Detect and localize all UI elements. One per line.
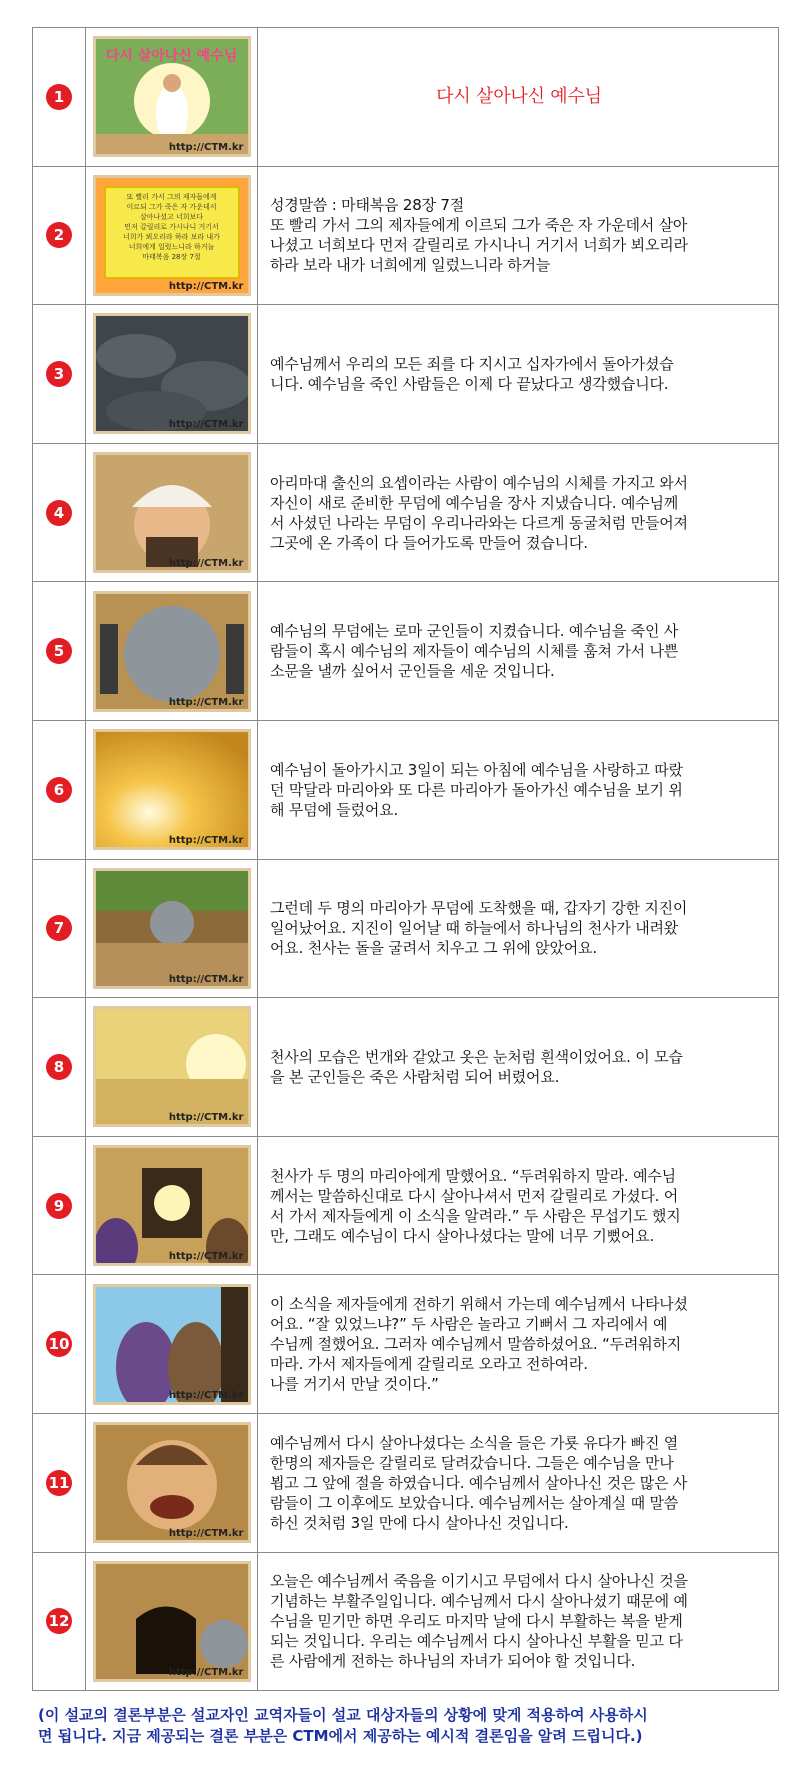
text-line: 자신이 새로 준비한 무덤에 예수님을 장사 지냈습니다. 예수님께 [270, 493, 679, 512]
row-number-cell [33, 28, 86, 167]
step-number-badge: 9 [46, 1193, 72, 1219]
slide-thumbnail [93, 1284, 251, 1405]
thumbnail-cell [86, 166, 258, 305]
text-line: 예수님께서 우리의 모든 죄를 다 지시고 십자가에서 돌아가셨습 [270, 354, 674, 373]
lesson-row [33, 1552, 779, 1691]
row-number-cell [33, 998, 86, 1137]
joseph-illustration [96, 455, 248, 570]
row-number-cell [33, 1552, 86, 1691]
narration-text [258, 305, 779, 444]
text-line: 을 본 군인들은 죽은 사람처럼 되어 버렸어요. [270, 1067, 560, 1086]
narration-text [258, 998, 779, 1137]
slide-thumbnail [93, 591, 251, 712]
slide-thumbnail [93, 452, 251, 573]
text-line: 한명의 제자들은 갈릴리로 달려갔습니다. 그들은 예수님을 만나 [270, 1453, 674, 1472]
step-number-badge: 5 [46, 638, 72, 664]
step-number-badge: 4 [46, 500, 72, 526]
text-line: 마라. 가서 제자들에게 갈릴리로 오라고 전하여라. [270, 1355, 588, 1374]
lesson-row [33, 1136, 779, 1275]
text-line: 서 가서 제자들에게 이 소식을 알려라.” 두 사람은 무섭기도 했지 [270, 1206, 681, 1225]
text-line: 예수님의 무덤에는 로마 군인들이 지켰습니다. 예수님을 죽인 사 [270, 622, 679, 641]
text-line: 되는 것입니다. 우리는 예수님께서 다시 살아나신 부활을 믿고 다 [270, 1632, 683, 1651]
text-line: 하신 것처럼 3일 만에 다시 살아나신 것입니다. [270, 1513, 569, 1532]
row-number-cell [33, 1413, 86, 1552]
text-line: 하라 보라 내가 너희에게 일렀느니라 하거늘 [270, 256, 551, 275]
text-line: 나를 거기서 만날 것이다.” [270, 1375, 439, 1394]
row-number-cell [33, 166, 86, 305]
verse-line: 먼저 갈릴리로 가시나니 거기서 [124, 222, 219, 231]
lesson-table [32, 27, 779, 1691]
narration-text [258, 443, 779, 582]
lesson-row [33, 166, 779, 305]
text-line: 기념하는 부활주일입니다. 예수님께서 다시 살아나셨기 때문에 예 [270, 1592, 688, 1611]
watermark: http://CTM.kr [168, 558, 244, 570]
slide-thumbnail [93, 175, 251, 296]
narration-text [258, 166, 779, 305]
text-line: 아리마대 출신의 요셉이라는 사람이 예수님의 시체를 가지고 와서 [270, 473, 688, 492]
narration-text [258, 582, 779, 721]
step-number-badge: 10 [46, 1331, 72, 1357]
lesson-row [33, 998, 779, 1137]
step-number-badge: 7 [46, 915, 72, 941]
text-line: 성경말씀 : 마태복음 28장 7절 [270, 196, 465, 215]
tomb-scene-illustration [96, 871, 248, 986]
thumbnail-cell [86, 582, 258, 721]
watermark: http://CTM.kr [168, 1251, 244, 1263]
narration-text [258, 1136, 779, 1275]
lesson-row [33, 1413, 779, 1552]
text-line: 다시 살아나신 예수님 [436, 85, 602, 107]
watermark: http://CTM.kr [168, 835, 244, 847]
watermark: http://CTM.kr [168, 1112, 244, 1124]
text-line: 어요. 천사는 돌을 굴려서 치우고 그 위에 앉았어요. [270, 939, 597, 958]
lesson-row [33, 28, 779, 167]
verse-line: 또 빨리 가서 그의 제자들에게 [126, 192, 217, 201]
row-number-cell [33, 443, 86, 582]
dark-clouds-illustration [96, 316, 248, 431]
thumbnail-cell [86, 305, 258, 444]
lesson-title [258, 28, 779, 167]
footer-note [38, 1705, 778, 1747]
verse-line: 살아나셨고 너희보다 [139, 212, 204, 221]
step-number-badge: 8 [46, 1054, 72, 1080]
footer-line: 면 됩니다. 지금 제공되는 결론 부분은 CTM에서 제공하는 예시적 결론임을 알려 드립니다.) [38, 1727, 643, 1745]
text-line: 해 무덤에 들렀어요. [270, 800, 399, 819]
step-number-badge: 2 [46, 222, 72, 248]
thumbnail-cell [86, 1136, 258, 1275]
verse-card [104, 186, 240, 279]
watermark: http://CTM.kr [168, 1528, 244, 1540]
lesson-row [33, 859, 779, 998]
joyful-disciple-illustration [96, 1425, 248, 1540]
verse-line: 마태복음 28장 7절 [142, 252, 201, 261]
step-number-badge: 1 [46, 84, 72, 110]
narration-text [258, 1552, 779, 1691]
text-line: 소문을 낼까 싶어서 군인들을 세운 것입니다. [270, 662, 555, 681]
text-line: 어요. “잘 있었느냐?” 두 사람은 놀라고 기뻐서 그 자리에서 예 [270, 1315, 668, 1334]
watermark: http://CTM.kr [168, 973, 244, 985]
two-marys-angel-illustration [96, 1148, 248, 1263]
sunrise-illustration [96, 732, 248, 847]
thumbnail-cell [86, 1552, 258, 1691]
step-number-badge: 12 [46, 1608, 72, 1634]
row-number-cell [33, 1275, 86, 1414]
lesson-row [33, 305, 779, 444]
text-line: 또 빨리 가서 그의 제자들에게 이르되 그가 죽은 자 가운데서 살아 [270, 216, 688, 235]
empty-tomb-illustration [96, 1564, 248, 1679]
text-line: 그곳에 온 가족이 다 들어가도록 만들어 졌습니다. [270, 533, 588, 552]
marys-meet-jesus-illustration [96, 1287, 248, 1402]
text-line: 뵙고 그 앞에 절을 하였습니다. 예수님께서 살아나신 것은 많은 사 [270, 1473, 688, 1492]
text-line: 른 사람에게 전하는 하나님의 자녀가 되어야 할 것입니다. [270, 1652, 636, 1671]
text-line: 나셨고 너희보다 먼저 갈릴리로 가시나니 거기서 너희가 뵈오리라 [270, 236, 688, 255]
text-line: 수님께 절했어요. 그러자 예수님께서 말씀하셨어요. “두려워하지 [270, 1335, 682, 1354]
watermark: http://CTM.kr [168, 1666, 244, 1678]
slide-thumbnail [93, 868, 251, 989]
thumbnail-cell [86, 28, 258, 167]
thumbnail-cell [86, 859, 258, 998]
text-line: 니다. 예수님을 죽인 사람들은 이제 다 끝났다고 생각했습니다. [270, 374, 669, 393]
narration-text [258, 1275, 779, 1414]
text-line: 이 소식을 제자들에게 전하기 위해서 가는데 예수님께서 나타나셨 [270, 1295, 688, 1314]
tomb-stone-illustration [96, 594, 248, 709]
text-line: 예수님께서 다시 살아나셨다는 소식을 들은 가룟 유다가 빠진 열 [270, 1433, 679, 1452]
text-line: 오늘은 예수님께서 죽음을 이기시고 무덤에서 다시 살아나신 것을 [270, 1572, 688, 1591]
footer-line: (이 설교의 결론부분은 설교자인 교역자들이 설교 대상자들의 상황에 맞게 적용하여 사용하시 [38, 1706, 648, 1724]
row-number-cell [33, 720, 86, 859]
step-number-badge: 11 [46, 1470, 72, 1496]
thumbnail-cell [86, 998, 258, 1137]
step-number-badge: 3 [46, 361, 72, 387]
watermark: http://CTM.kr [168, 142, 244, 154]
text-line: 일어났어요. 지진이 일어날 때 하늘에서 하나님의 천사가 내려왔 [270, 919, 679, 938]
text-line: 천사가 두 명의 마리아에게 말했어요. “두려워하지 말라. 예수님 [270, 1166, 676, 1185]
verse-line: 너희가 뵈오리라 하라 보라 내가 [123, 232, 220, 241]
thumbnail-cell [86, 1275, 258, 1414]
text-line: 께서는 말씀하신대로 다시 살아나셔서 먼저 갈릴리로 가셨다. 어 [270, 1186, 679, 1205]
lesson-row [33, 443, 779, 582]
row-number-cell [33, 582, 86, 721]
text-line: 서 사셨던 나라는 무덤이 우리나라와는 다르게 동굴처럼 만들어져 [270, 513, 688, 532]
thumbnail-cell [86, 443, 258, 582]
row-number-cell [33, 305, 86, 444]
watermark: http://CTM.kr [168, 1389, 244, 1401]
narration-text [258, 1413, 779, 1552]
slide-thumbnail [93, 1145, 251, 1266]
slide-thumbnail [93, 36, 251, 157]
text-line: 예수님이 돌아가시고 3일이 되는 아침에 예수님을 사랑하고 따랐 [270, 760, 683, 779]
text-line: 그런데 두 명의 마리아가 무덤에 도착했을 때, 갑자기 강한 지진이 [270, 899, 688, 918]
watermark: http://CTM.kr [168, 419, 244, 431]
narration-text [258, 859, 779, 998]
lesson-row [33, 720, 779, 859]
angel-illustration [96, 1009, 248, 1124]
text-line: 람들이 혹시 예수님의 제자들이 예수님의 시체를 훔쳐 가서 나쁜 [270, 642, 679, 661]
text-line: 람들이 그 이후에도 보았습니다. 예수님께서는 살아계실 때 말씀 [270, 1493, 679, 1512]
watermark: http://CTM.kr [168, 696, 244, 708]
text-line: 만, 그래도 예수님이 다시 살아나셨다는 말에 너무 기뻤어요. [270, 1226, 655, 1245]
slide-thumbnail [93, 729, 251, 850]
thumb-title: 다시 살아나신 예수님 [105, 48, 238, 65]
verse-line: 너희에게 일렀느니라 하거늘 [128, 242, 215, 251]
text-line: 수님을 믿기만 하면 우리도 마지막 날에 다시 부활하는 복을 받게 [270, 1612, 683, 1631]
slide-thumbnail [93, 1561, 251, 1682]
lesson-row [33, 582, 779, 721]
slide-thumbnail [93, 313, 251, 434]
thumbnail-cell [86, 1413, 258, 1552]
thumbnail-cell [86, 720, 258, 859]
step-number-badge: 6 [46, 777, 72, 803]
text-line: 던 막달라 마리아와 또 다른 마리아가 돌아가신 예수님을 보기 위 [270, 780, 683, 799]
verse-line: 이르되 그가 죽은 자 가운데서 [126, 202, 217, 211]
watermark: http://CTM.kr [168, 280, 244, 292]
text-line: 천사의 모습은 번개와 같았고 옷은 눈처럼 흰색이었어요. 이 모습 [270, 1047, 683, 1066]
narration-text [258, 720, 779, 859]
row-number-cell [33, 859, 86, 998]
slide-thumbnail [93, 1422, 251, 1543]
slide-thumbnail [93, 1006, 251, 1127]
row-number-cell [33, 1136, 86, 1275]
lesson-row [33, 1275, 779, 1414]
